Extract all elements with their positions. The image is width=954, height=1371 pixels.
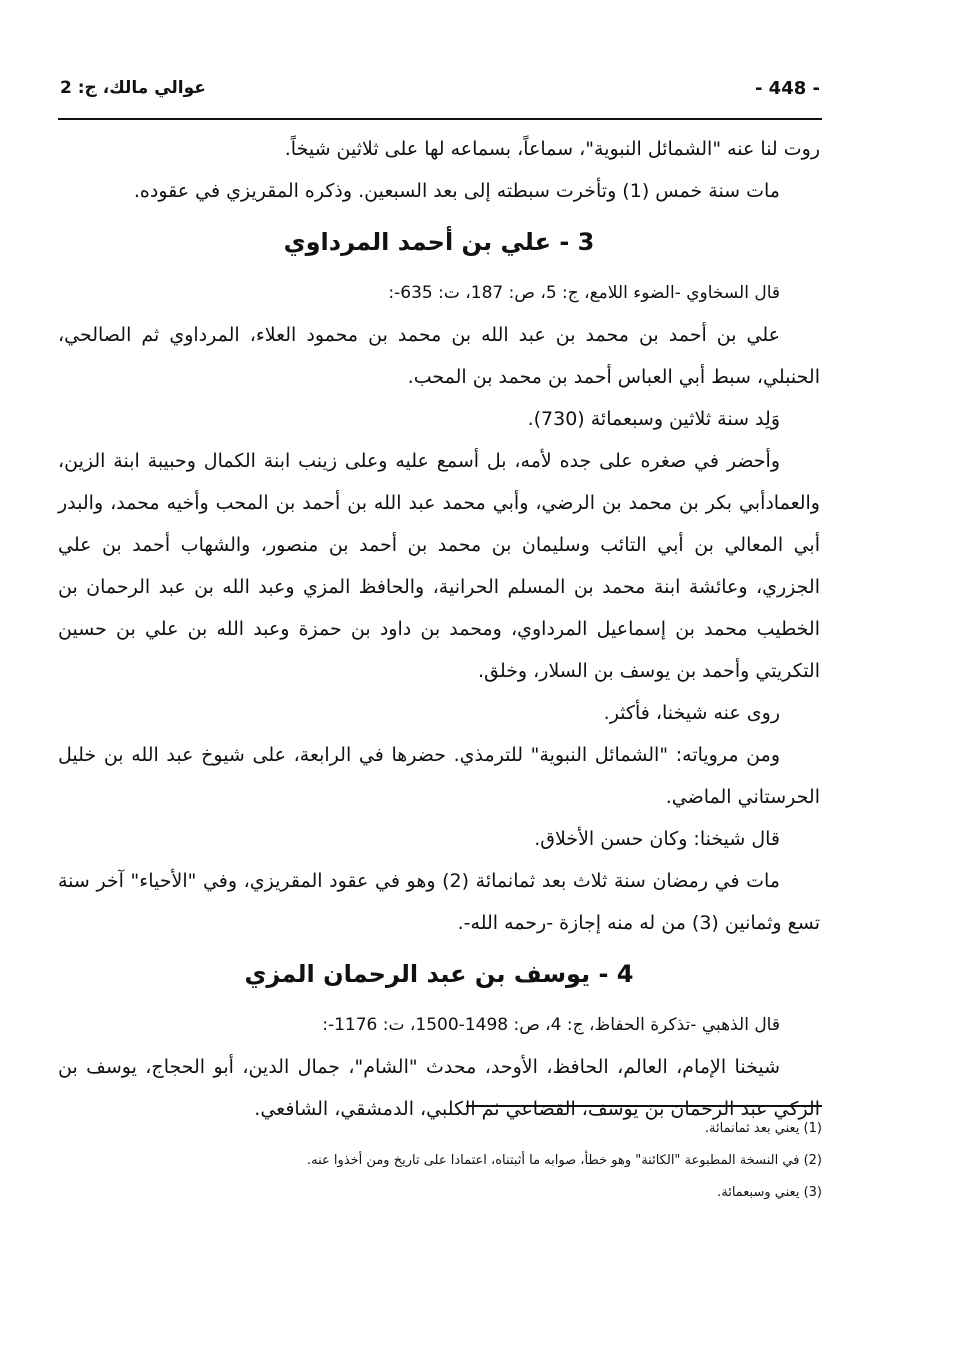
paragraph: روى عنه شيخنا، فأكثر. — [603, 702, 780, 724]
paragraph: مات سنة خمس (1) وتأخرت سبطته إلى بعد السبعين. وذكره المقريزي في عقوده. — [133, 180, 780, 202]
page-header — [60, 78, 820, 108]
footnotes — [140, 1113, 822, 1209]
paragraph: وأحضر في صغره على جده لأمه، بل أسمع عليه وعلى زينب ابنة الكمال وحبيبة ابنة الزين، والعمادأبي بكر بن محمد بن الرضي، وأبي محمد عبد الله بن أحمد بن المحب وأخيه محمد، والبدر أبي المعالي بن أبي التائب وسليمان بن محمد بن أحمد بن منصور، والشهاب أحمد بن علي الجزري، وعائشة ابنة محمد بن المسلم الحرانية، والحافظ المزي وعبد الله بن عبد الرحمان بن الخطيب محمد بن إسماعيل المرداوي، ومحمد بن داود بن حمزة وعبد الله بن علي بن حسين التكريتي وأحمد بن يوسف بن السلار، وخلق. — [58, 450, 820, 682]
source-citation: قال الذهبي -تذكرة الحفاظ، ج: 4، ص: 1498-1500، ت: 1176-: — [322, 1015, 780, 1035]
paragraph: علي بن أحمد بن محمد بن عبد الله بن محمد بن محمود العلاء، المرداوي ثم الصالحي، الحنبلي، سبط أبي العباس أحمد بن محمد بن المحب. — [58, 324, 820, 388]
paragraph: مات في رمضان سنة ثلاث بعد ثمانمائة (2) وهو في عقود المقريزي، وفي "الأحياء" آخر سنة تسع وثمانين (3) من له منه إجازة -رحمه الله-. — [58, 870, 820, 934]
header-divider — [58, 118, 822, 120]
paragraph: وَلِد سنة ثلاثين وسبعمائة (730). — [527, 408, 780, 430]
footnote: (1) يعني بعد ثمانمائة. — [704, 1121, 822, 1136]
section-heading-4: 4 - يوسف بن عبد الرحمان المزي — [244, 960, 634, 988]
footnote: (3) يعني وسبعمائة. — [717, 1185, 822, 1200]
paragraph: ومن مروياته: "الشمائل النبوية" للترمذي. حضرها في الرابعة، على شيوخ عبد الله بن خليل الحرستاني الماضي. — [58, 744, 820, 808]
page-number: - 448 - — [754, 78, 820, 99]
paragraph: قال شيخنا: وكان حسن الأخلاق. — [534, 828, 780, 850]
running-title: عوالي مالك، ج: 2 — [60, 78, 206, 98]
footnote-divider — [466, 1105, 822, 1107]
paragraph: شيخنا الإمام، العالم، الحافظ، الأوحد، محدث "الشام"، جمال الدين، أبو الحجاج، يوسف بن الزكي عبد الرحمان بن يوسف، القضاعي ثم الكلبي، الدمشقي، الشافعي. — [58, 1056, 820, 1120]
main-text — [58, 128, 820, 1130]
source-citation: قال السخاوي -الضوء اللامع، ج: 5، ص: 187، ت: 635-: — [388, 283, 780, 303]
footnote: (2) في النسخة المطبوعة "الكائنة" وهو خطأ، صوابه ما أثبتناه، اعتمادا على تاريخ ومن أخذوا عنه. — [307, 1153, 822, 1168]
paragraph: روت لنا عنه "الشمائل النبوية"، سماعاً، بسماعه لها على ثلاثين شيخاً. — [284, 138, 820, 160]
section-heading-3: 3 - علي بن أحمد المرداوي — [283, 228, 595, 256]
